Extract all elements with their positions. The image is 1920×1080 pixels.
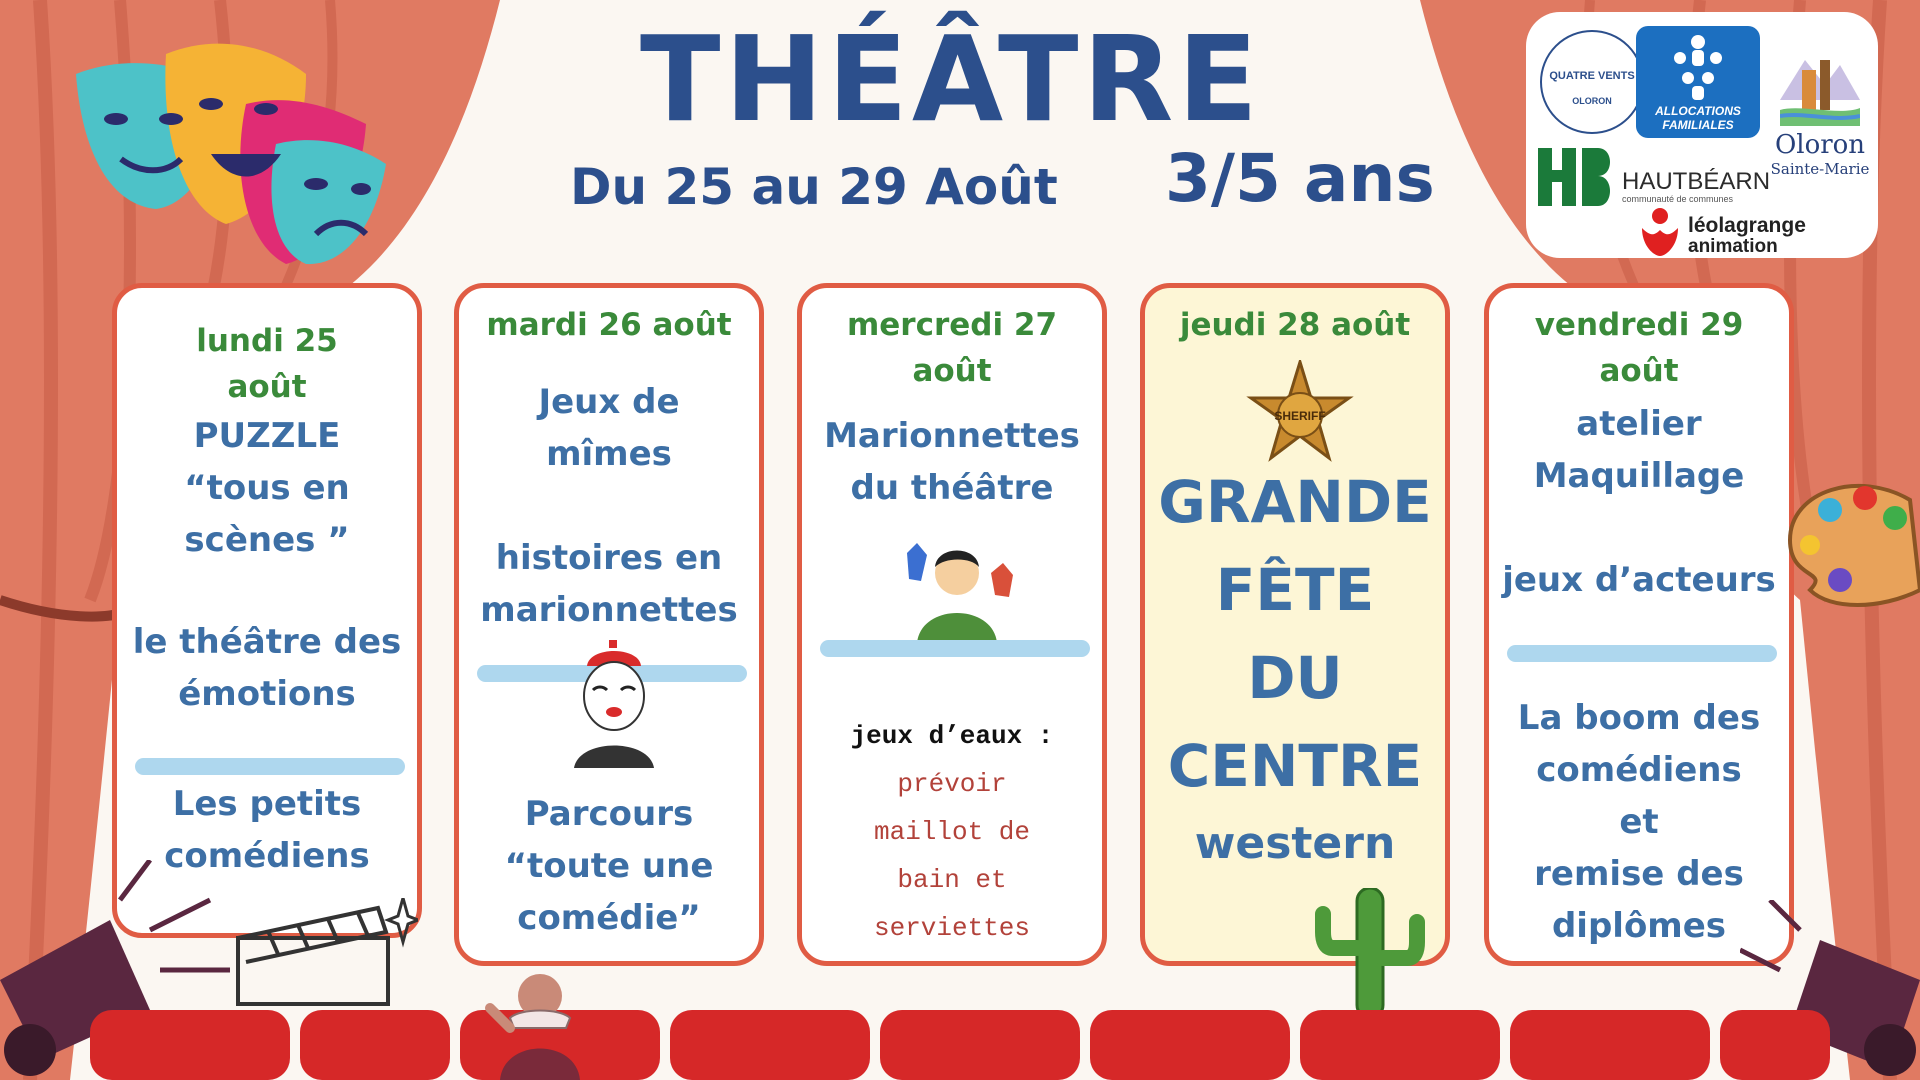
- event-title-line: FÊTE: [1215, 556, 1375, 624]
- activity-line: “toute une: [504, 846, 714, 886]
- page-title: THÉÂTRE: [640, 10, 1262, 148]
- oloron-logo: [1770, 30, 1870, 180]
- note-line: serviettes: [873, 913, 1031, 943]
- day-card-thursday: [1140, 283, 1450, 966]
- mime-icon: [569, 638, 659, 768]
- activity-line: scènes ”: [184, 520, 350, 560]
- day-label-line-2: août: [227, 369, 307, 405]
- section-divider: [135, 758, 405, 775]
- event-title-line: CENTRE: [1167, 732, 1423, 800]
- clown-figure-icon: [470, 968, 610, 1080]
- leo-flame-icon: [1636, 206, 1684, 256]
- day-label-line-1: mardi 26 août: [486, 307, 732, 343]
- theatre-masks-icon: [66, 34, 396, 266]
- day-card-friday: [1484, 283, 1794, 966]
- partner-logos: [1526, 12, 1878, 258]
- activity-line: Jeux de: [538, 382, 680, 422]
- caf-logo: [1636, 26, 1760, 138]
- day-card-monday: [112, 283, 422, 938]
- activity-line: Marionnettes: [824, 416, 1080, 456]
- day-label-line-1: mercredi 27: [846, 307, 1058, 343]
- activity-line: “tous en: [184, 468, 350, 508]
- event-title-line: DU: [1247, 644, 1343, 712]
- oloron-sub: Sainte-Marie: [1770, 160, 1870, 178]
- event-theme: western: [1194, 818, 1396, 869]
- activity-line: mîmes: [546, 434, 672, 474]
- day-label-line-1: vendredi 29: [1534, 307, 1744, 343]
- age-range: 3/5 ans: [1165, 140, 1435, 217]
- clapperboard-icon: [228, 898, 418, 1008]
- note-label: jeux d’eaux :: [850, 721, 1054, 751]
- activity-line: et: [1619, 802, 1659, 842]
- activity-line: atelier: [1576, 404, 1702, 444]
- section-divider: [820, 640, 1090, 657]
- day-label-line-1: lundi 25: [196, 323, 338, 359]
- theatre-seats: [90, 1000, 1830, 1080]
- activity-line: du théâtre: [850, 468, 1054, 508]
- day-card-tuesday: [454, 283, 764, 966]
- activity-line: comédiens: [164, 836, 370, 876]
- note-line: bain et: [897, 865, 1007, 895]
- hautbearn-sub: communauté de communes: [1622, 194, 1734, 204]
- caf-label: ALLOCATIONS FAMILIALES: [1655, 104, 1741, 132]
- hb-icon: [1534, 142, 1614, 212]
- note-line: prévoir: [897, 769, 1007, 799]
- activity-line: Maquillage: [1533, 456, 1745, 496]
- activity-line: comédiens: [1536, 750, 1742, 790]
- activity-line: marionnettes: [480, 590, 738, 630]
- note-line: maillot de: [873, 817, 1031, 847]
- activity-line: comédie”: [517, 898, 701, 938]
- day-card-wednesday: [797, 283, 1107, 966]
- town-icon: [1780, 30, 1860, 126]
- cactus-icon: [1315, 888, 1425, 1018]
- activity-line: diplômes: [1551, 906, 1727, 946]
- activity-line: le théâtre des: [132, 622, 402, 662]
- day-label-line-2: août: [1599, 353, 1679, 389]
- activity-line: émotions: [178, 674, 356, 714]
- sheriff-badge-icon: [1245, 360, 1355, 470]
- puppets-icon: [887, 533, 1027, 643]
- activity-line: histoires en: [495, 538, 723, 578]
- date-range: Du 25 au 29 Août: [570, 158, 1058, 216]
- day-label-line-2: août: [912, 353, 992, 389]
- quatre-vents-logo: [1540, 30, 1644, 134]
- quatre-vents-name: QUATRE VENTS: [1549, 70, 1635, 82]
- section-divider: [1507, 645, 1777, 662]
- leolagrange-sub: animation: [1688, 236, 1778, 257]
- oloron-name: Oloron: [1774, 130, 1866, 160]
- activity-line: PUZZLE: [193, 416, 341, 456]
- hautbearn-name: HAUTBÉARN: [1622, 168, 1771, 195]
- paint-palette-icon: [1770, 470, 1920, 610]
- quatre-vents-sub: OLORON: [1572, 96, 1612, 106]
- activity-line: jeux d’acteurs: [1502, 560, 1776, 600]
- day-label-line-1: jeudi 28 août: [1179, 307, 1411, 343]
- activity-line: remise des: [1534, 854, 1744, 894]
- badge-text: SHERIFF: [1274, 409, 1326, 423]
- leolagrange-name: léolagrange: [1688, 214, 1806, 237]
- activity-line: Parcours: [524, 794, 694, 834]
- activity-line: La boom des: [1517, 698, 1761, 738]
- activity-line: Les petits: [172, 784, 362, 824]
- family-icon: [1666, 32, 1730, 102]
- hautbearn-logo: [1534, 142, 1771, 212]
- leolagrange-logo: [1626, 204, 1846, 258]
- event-title-line: GRANDE: [1158, 468, 1432, 536]
